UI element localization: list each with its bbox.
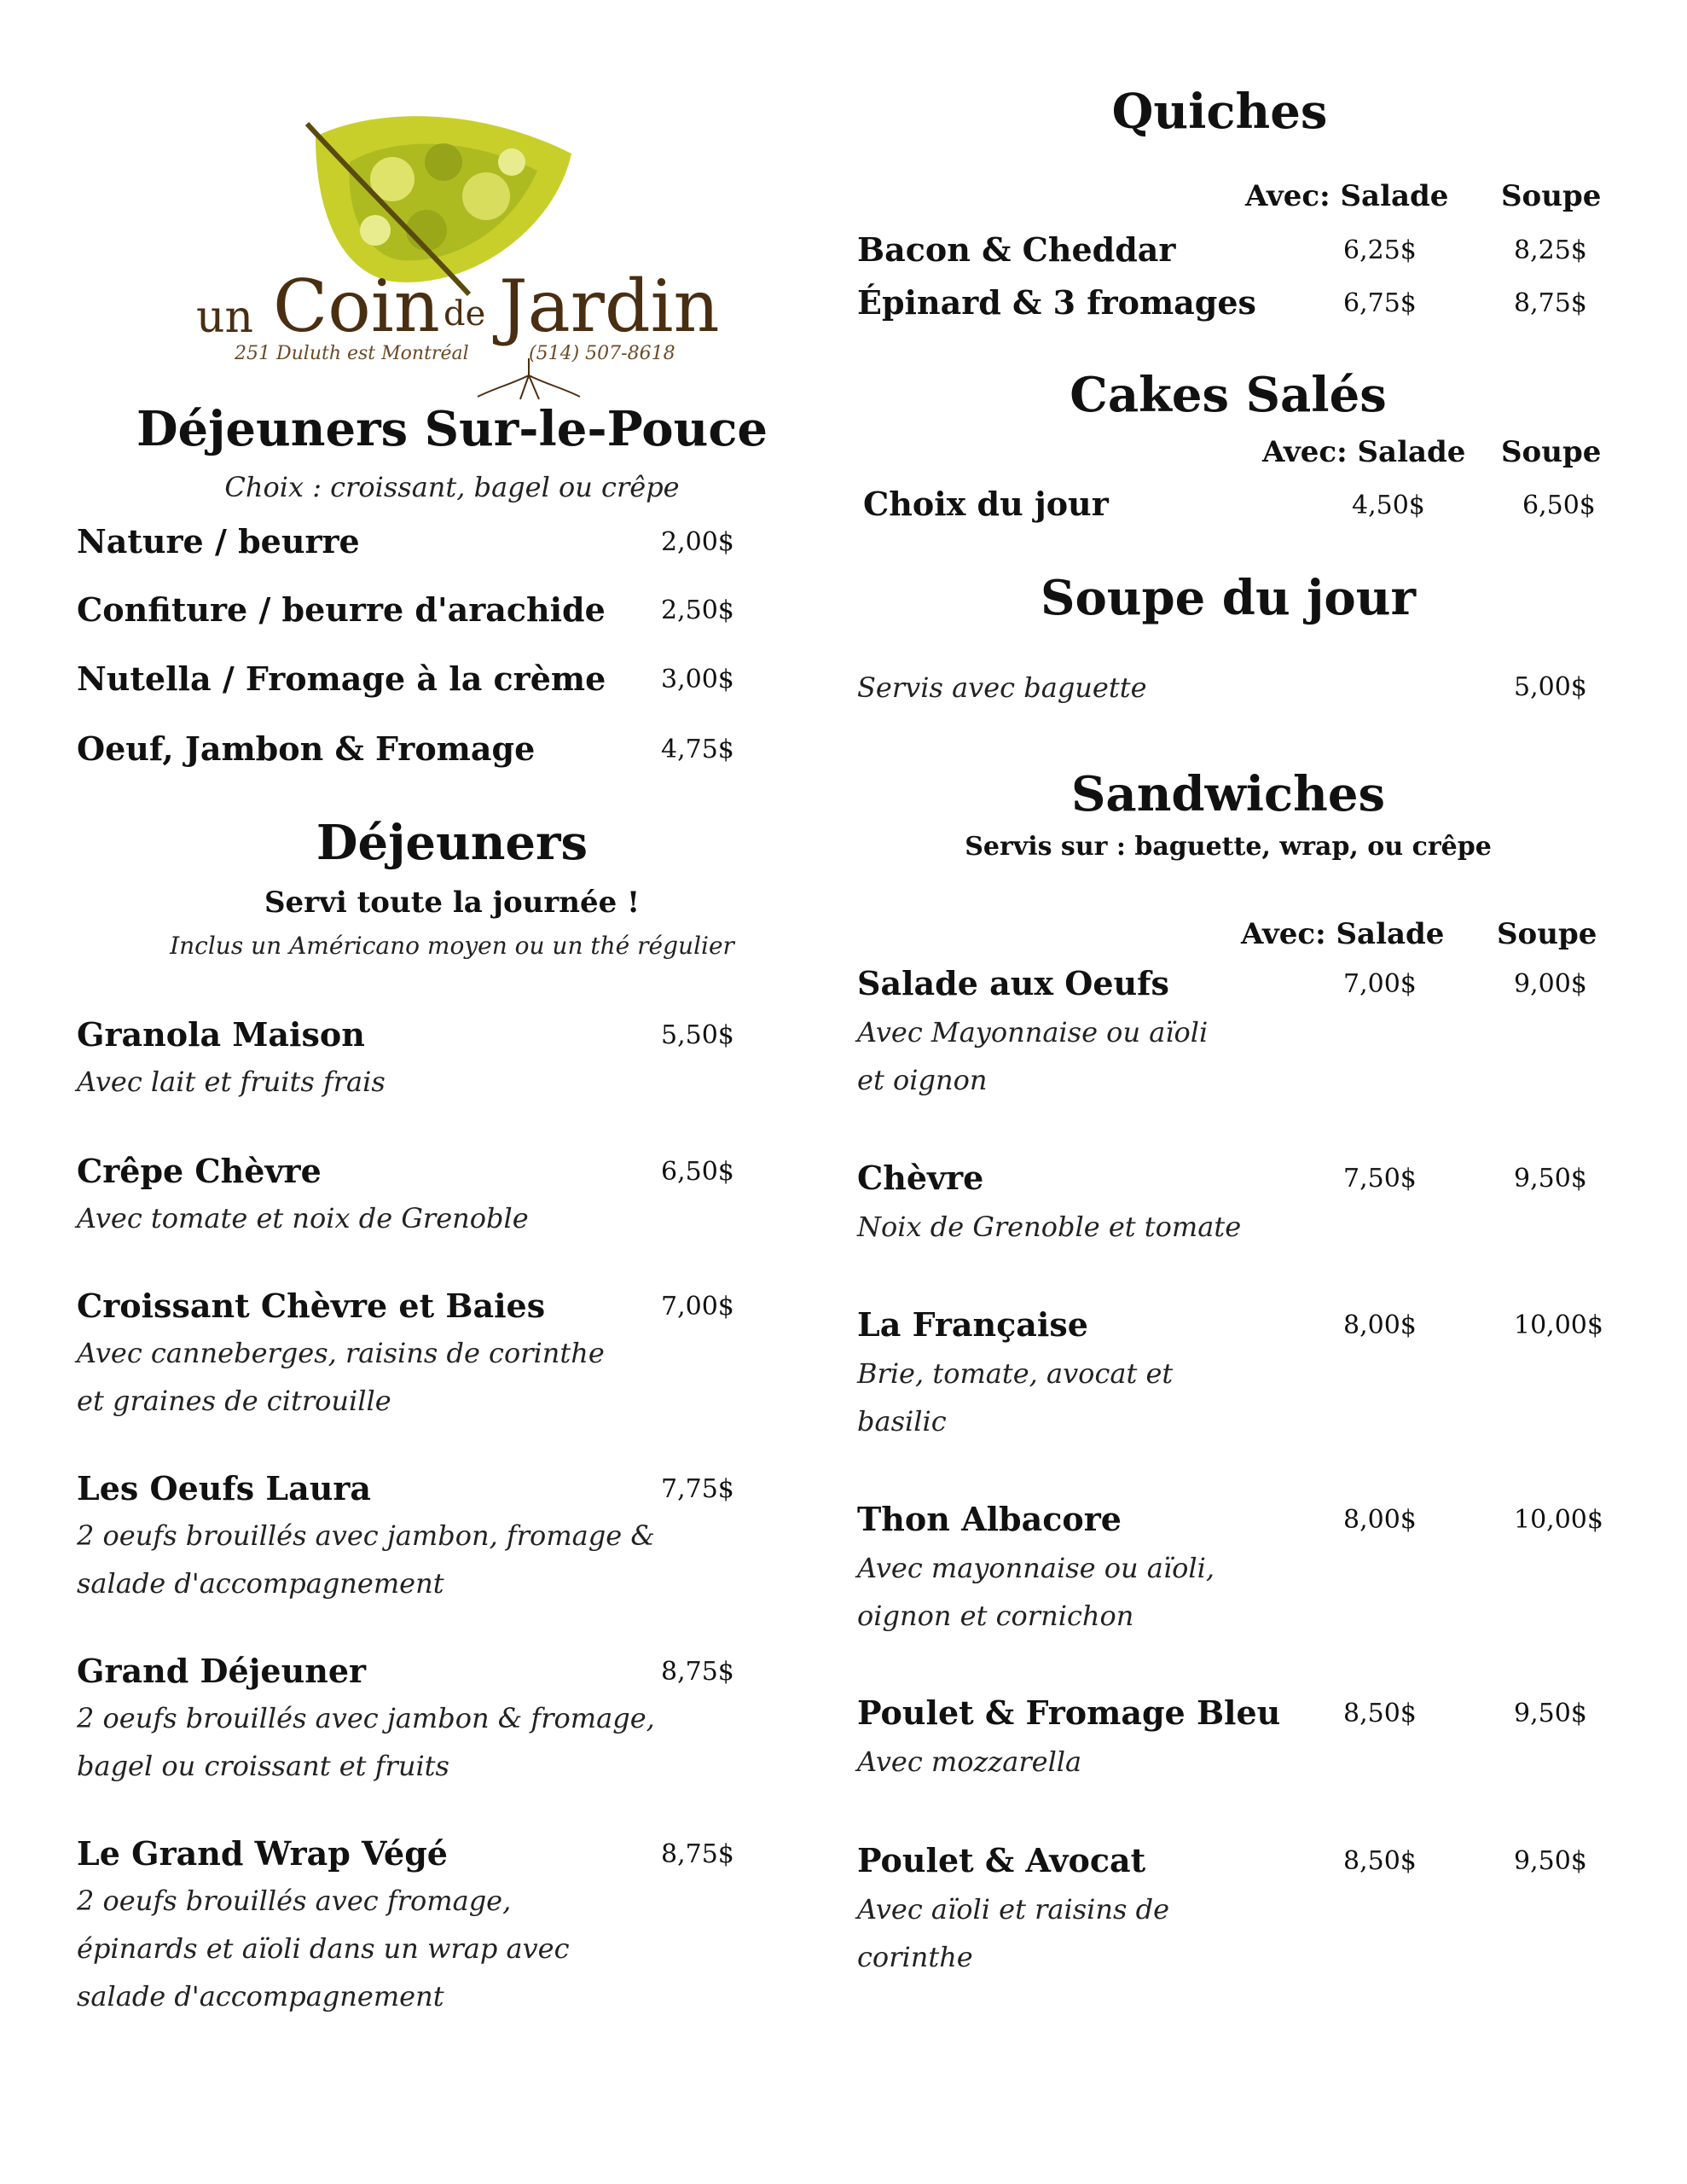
menu-item-price-salade: 8,50$	[1343, 1846, 1417, 1876]
logo-name-jardin: Jardin	[499, 264, 720, 348]
menu-item-name: Croissant Chèvre et Baies	[77, 1287, 546, 1325]
menu-item-price-salade: 7,00$	[1343, 969, 1417, 999]
section-subtitle: Servi toute la journée !	[264, 886, 641, 920]
section-title: Cakes Salés	[1070, 367, 1387, 423]
menu-item-name: Choix du jour	[863, 485, 1109, 523]
menu-item-price-salade: 8,00$	[1343, 1505, 1417, 1535]
logo-address: 251 Duluth est Montréal	[235, 343, 469, 364]
menu-item-price-salade: 7,50$	[1343, 1164, 1417, 1194]
menu-item-name: Salade aux Oeufs	[857, 964, 1169, 1002]
menu-item-description: 2 oeufs brouillés avec jambon, fromage & salade d'accompagnement	[77, 1519, 655, 1600]
menu-item-name: Crêpe Chèvre	[77, 1152, 322, 1190]
menu-item-price-soupe: 10,00$	[1514, 1310, 1603, 1340]
column-header-soupe: Soupe	[1501, 435, 1602, 469]
menu-item-price: 6,50$	[661, 1157, 734, 1187]
menu-item-name: Le Grand Wrap Végé	[77, 1834, 448, 1873]
menu-item-name: Épinard & 3 fromages	[857, 283, 1256, 322]
menu-item-price: 8,75$	[661, 1657, 734, 1687]
section-subtitle: Servis sur : baguette, wrap, ou crêpe	[965, 832, 1492, 862]
menu-item-price: 2,50$	[661, 595, 734, 625]
menu-item-price: 5,50$	[661, 1020, 734, 1050]
section-title: Sandwiches	[1070, 766, 1386, 822]
menu-item-name: La Française	[857, 1305, 1088, 1344]
menu-item-price-soupe: 6,50$	[1522, 491, 1596, 520]
menu-item-name: Nature / beurre	[77, 522, 360, 561]
menu-item-description: Avec Mayonnaise ou aïoli et oignon	[857, 1016, 1209, 1096]
menu-item-description: Avec aïoli et raisins de corinthe	[857, 1893, 1169, 1973]
logo-prefix: un	[196, 292, 253, 343]
menu-item-price: 7,00$	[661, 1292, 734, 1321]
menu-item-price: 3,00$	[661, 665, 734, 694]
menu-item-price: 8,75$	[661, 1839, 734, 1869]
menu-item-price-salade: 8,50$	[1343, 1699, 1417, 1728]
menu-item-description: Brie, tomate, avocat et basilic	[857, 1357, 1174, 1438]
menu-item-name: Confiture / beurre d'arachide	[77, 590, 606, 629]
column-header-salade: Avec: Salade	[1241, 917, 1445, 951]
menu-item-description: Avec tomate et noix de Grenoble	[77, 1202, 529, 1234]
menu-item-price-salade: 4,50$	[1352, 491, 1425, 520]
logo-name-de: de	[443, 294, 486, 334]
menu-item-description: Noix de Grenoble et tomate	[857, 1211, 1242, 1243]
menu-item-name: Oeuf, Jambon & Fromage	[77, 729, 536, 768]
menu-item-price-salade: 8,00$	[1343, 1310, 1417, 1340]
menu-item-price-soupe: 8,75$	[1514, 288, 1587, 318]
menu-item-price-soupe: 9,00$	[1514, 969, 1587, 999]
menu-item-name: Poulet & Fromage Bleu	[857, 1693, 1281, 1732]
section-title: Quiches	[1111, 84, 1328, 140]
menu-item-description: Avec mayonnaise ou aïoli, oignon et cornichon	[857, 1552, 1215, 1632]
menu-item-name: Grand Déjeuner	[77, 1652, 367, 1690]
section-note: Inclus un Américano moyen ou un thé régulier	[170, 932, 734, 960]
menu-item-description: Avec lait et fruits frais	[77, 1066, 386, 1098]
menu-item-price-soupe: 10,00$	[1514, 1505, 1603, 1535]
section-subtitle: Choix : croissant, bagel ou crêpe	[224, 471, 680, 503]
menu-item-price-soupe: 8,25$	[1514, 235, 1587, 265]
menu-item-name: Thon Albacore	[857, 1500, 1122, 1538]
section-title: Déjeuners Sur-le-Pouce	[136, 401, 768, 457]
menu-item-price: 4,75$	[661, 735, 734, 764]
menu-item-name: Bacon & Cheddar	[857, 230, 1176, 269]
logo-name-coin: Coin	[273, 264, 440, 348]
menu-item-price: 2,00$	[661, 527, 734, 557]
menu-item-price-salade: 6,25$	[1343, 235, 1417, 265]
menu-item-price-soupe: 9,50$	[1514, 1164, 1587, 1194]
column-header-soupe: Soupe	[1501, 179, 1602, 213]
column-header-salade: Avec: Salade	[1245, 179, 1449, 213]
section-title: Soupe du jour	[1041, 570, 1416, 626]
logo	[196, 102, 742, 401]
menu-item-description: Avec mozzarella	[857, 1745, 1082, 1778]
menu-item-description: Servis avec baguette	[857, 671, 1147, 704]
menu-item-name: Chèvre	[857, 1159, 984, 1197]
column-header-salade: Avec: Salade	[1262, 435, 1466, 469]
logo-phone: (514) 507-8618	[529, 343, 675, 364]
menu-item-name: Poulet & Avocat	[857, 1841, 1146, 1879]
menu-item-name: Nutella / Fromage à la crème	[77, 659, 606, 698]
menu-item-price: 7,75$	[661, 1474, 734, 1504]
menu-item-price-soupe: 9,50$	[1514, 1846, 1587, 1876]
menu-item-price-salade: 6,75$	[1343, 288, 1417, 318]
menu-item-name: Granola Maison	[77, 1015, 365, 1054]
menu-item-description: 2 oeufs brouillés avec jambon & fromage, bagel ou croissant et fruits	[77, 1702, 655, 1782]
roots-icon	[469, 358, 588, 401]
menu-item-description: 2 oeufs brouillés avec fromage, épinards et aïoli dans un wrap avec salade d'accompagnement	[77, 1885, 570, 2013]
column-header-soupe: Soupe	[1497, 917, 1597, 951]
menu-item-name: Les Oeufs Laura	[77, 1469, 372, 1507]
menu-item-description: Avec canneberges, raisins de corinthe et graines de citrouille	[77, 1337, 605, 1417]
menu-item-price: 5,00$	[1514, 672, 1587, 702]
section-title: Déjeuners	[316, 815, 588, 871]
menu-item-price-soupe: 9,50$	[1514, 1699, 1587, 1728]
